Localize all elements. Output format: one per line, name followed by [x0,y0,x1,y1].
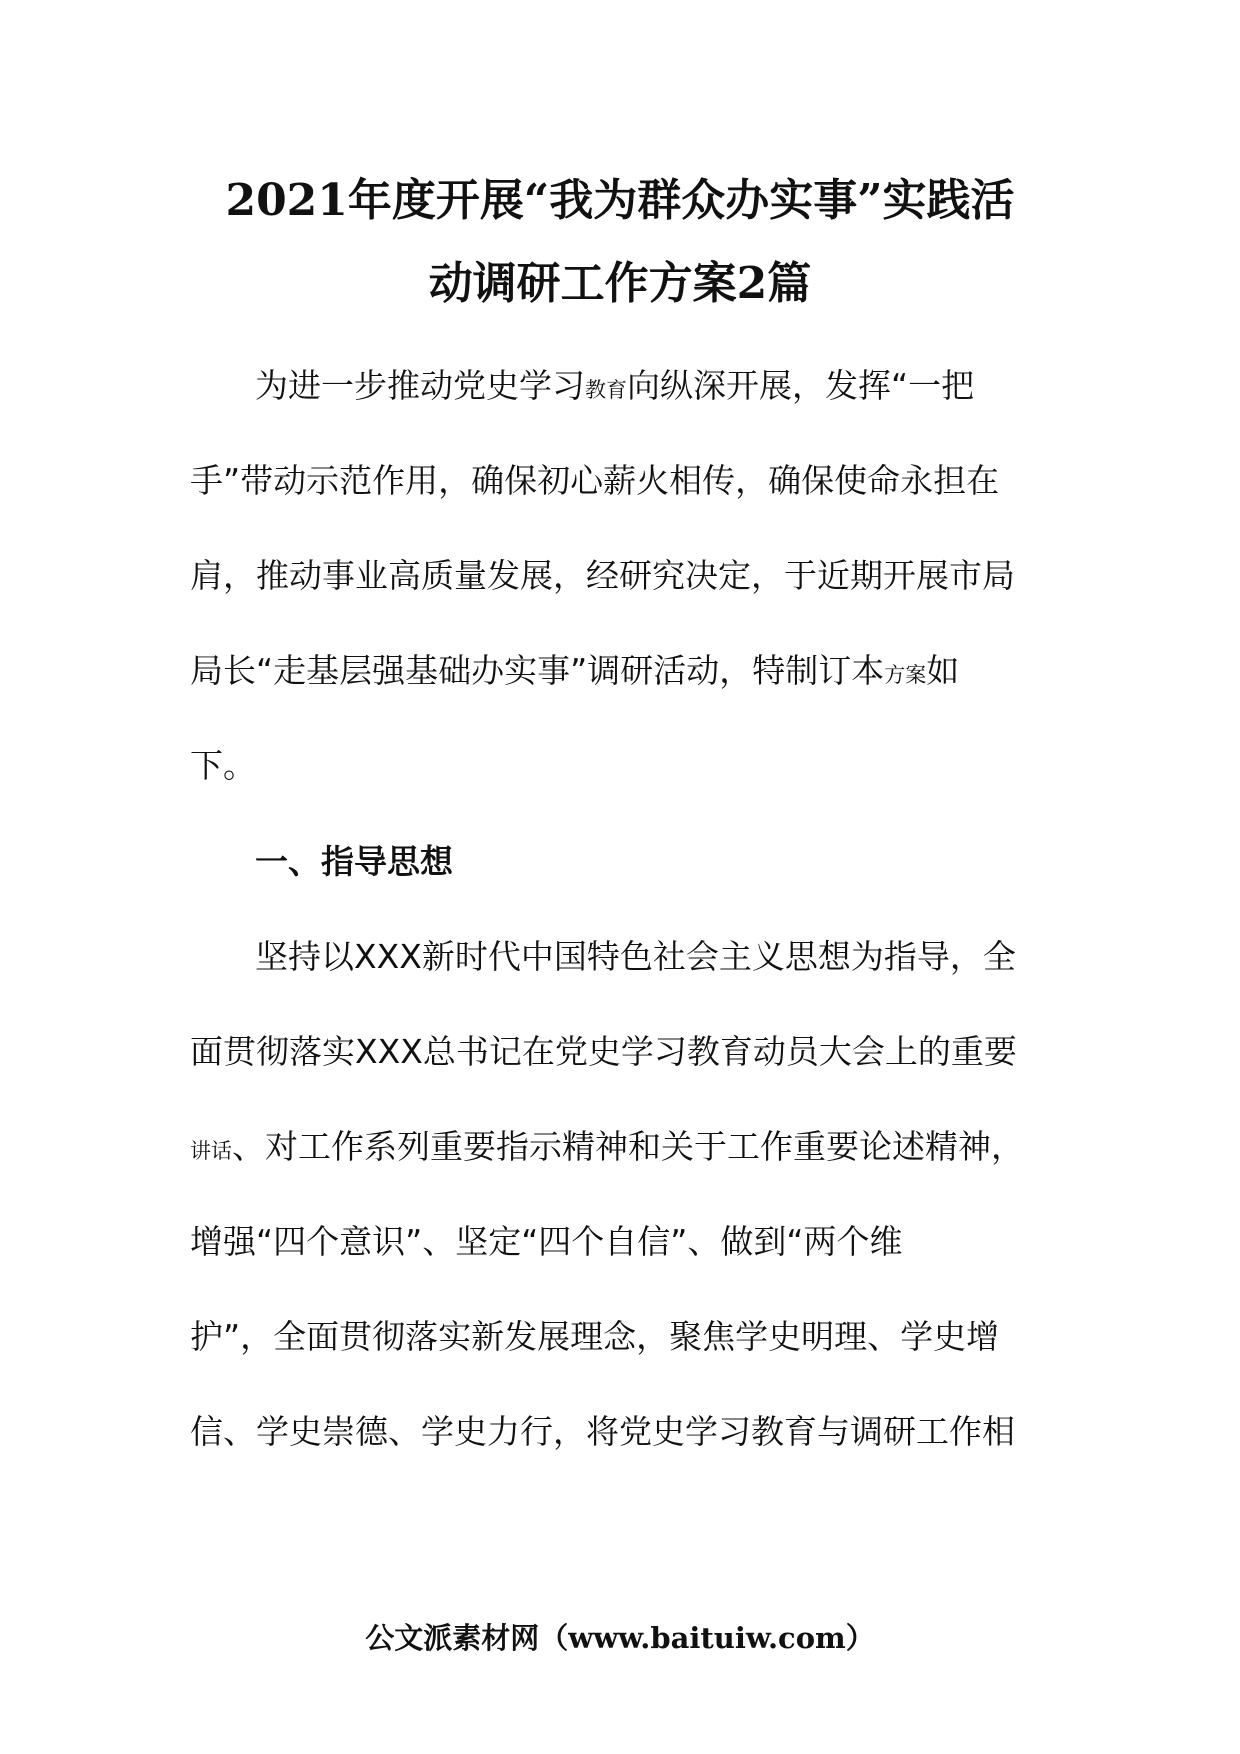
section1-text: 、对工作系列重要指示精神和关于工作重要论述精神， [232,1127,1024,1166]
intro-text: 为进一步推动党史学习 [255,366,585,405]
intro-text: 局长“走基层强基础办实事”调研活动，特制订本 [190,651,885,690]
footer-source-link[interactable]: 公文派素材网（www.baituiw.com） [365,1621,875,1655]
intro-line-5: 下。 [190,746,256,785]
section1-line-2: 面贯彻落实XXX总书记在党史学习教育动员大会上的重要 [190,1032,1017,1071]
intro-line-1 [255,362,974,410]
intro-text: 如 [926,651,960,690]
intro-small-text: 教育 [585,378,627,402]
document-title-line-1: 2021年度开展“我为群众办实事”实践活 [225,175,1015,226]
intro-small-text: 方案 [884,663,927,687]
intro-text: 向纵深开展，发挥“一把 [627,366,975,405]
section1-line-3 [190,1123,1024,1171]
document-title-line-2: 动调研工作方案2篇 [428,258,812,309]
section1-small-text: 讲话 [190,1139,232,1163]
section1-line-4: 增强“四个意识”、坚定“四个自信”、做到“两个维 [190,1222,903,1261]
section1-line-5: 护”，全面贯彻落实新发展理念，聚焦学史明理、学史增 [190,1317,1000,1356]
section-heading: 一、指导思想 [255,842,453,881]
intro-line-4 [190,647,959,695]
intro-line-2: 手”带动示范作用，确保初心薪火相传，确保使命永担在 [190,461,1000,500]
section1-line-6: 信、学史崇德、学史力行，将党史学习教育与调研工作相 [190,1412,1015,1451]
intro-line-3: 肩，推动事业高质量发展，经研究决定，于近期开展市局 [190,556,1015,595]
section1-line-1: 坚持以XXX新时代中国特色社会主义思想为指导，全 [255,937,1016,976]
